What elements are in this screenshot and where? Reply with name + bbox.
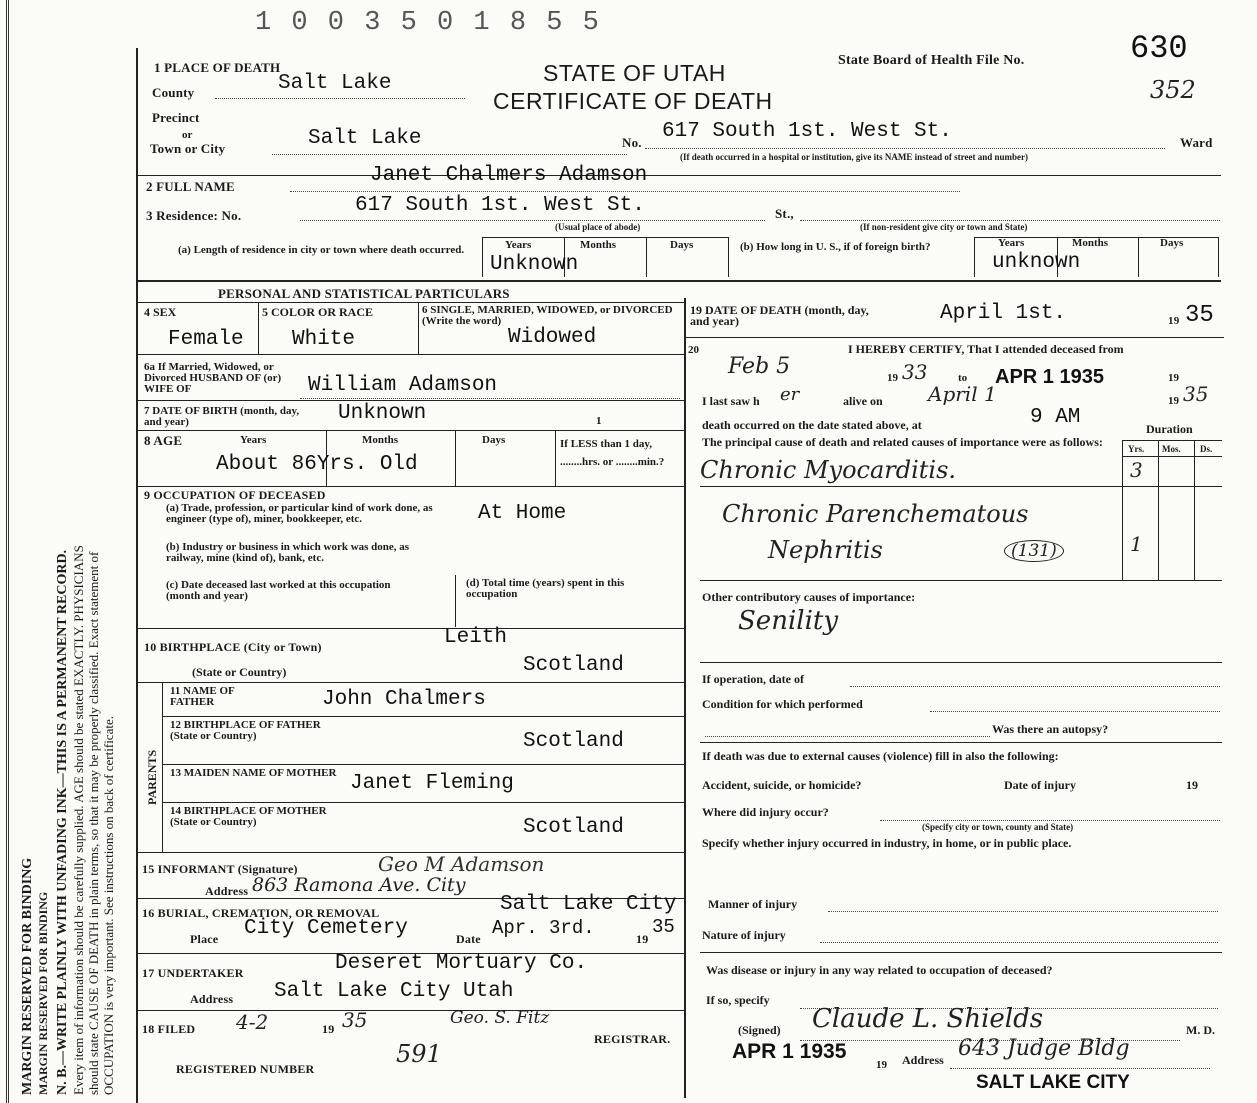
signed-label: (Signed)	[738, 1023, 781, 1037]
occupation-related-label: Was disease or injury in any way related to occupation of deceased?	[706, 963, 1053, 977]
town-label: Town or City	[150, 141, 226, 156]
manner-injury-label: Manner of injury	[708, 897, 798, 911]
residence-label: 3 Residence: No.	[146, 208, 242, 223]
father-name-label: 11 NAME OF FATHER	[170, 685, 235, 708]
informant-address: 863 Ramona Ave. City	[252, 874, 466, 896]
nonresident-note: (If non-resident give city or town and State)	[860, 222, 1028, 232]
cause-secondary-years: 1	[1130, 532, 1143, 556]
certify-text: I HEREBY CERTIFY, That I attended deceased from	[848, 342, 1124, 356]
full-name-label: 2 FULL NAME	[146, 179, 235, 194]
father-name: John Chalmers	[322, 688, 486, 711]
filed-year: 35	[342, 1008, 368, 1032]
alive-year-prefix: 19	[1168, 395, 1179, 407]
external-causes-label: If death was due to external causes (violence) fill in also the following:	[702, 749, 1059, 763]
residence-st-label: St.,	[775, 206, 794, 221]
duration-ds-head: Ds.	[1200, 444, 1213, 454]
last-saw-her: er	[780, 384, 800, 405]
city-stamp: SALT LAKE CITY	[976, 1072, 1130, 1093]
margin-instruction-5: should state CAUSE OF DEATH in plain terms, so that it may be properly classified. Exact statement of	[86, 551, 101, 1095]
mother-name-label: 13 MAIDEN NAME OF MOTHER	[170, 767, 337, 779]
burial-label: 16 BURIAL, CREMATION, OR REMOVAL	[142, 906, 380, 920]
parents-side-label: PARENTS	[145, 749, 159, 805]
residence-value: 617 South 1st. West St.	[355, 194, 645, 217]
precinct-label: Precinct	[152, 110, 200, 125]
length-years-head: Years	[505, 239, 532, 251]
duration-label: Duration	[1146, 422, 1193, 436]
burial-place: City Cemetery	[244, 917, 408, 940]
file-no-label: State Board of Health File No.	[838, 53, 1025, 68]
occupation-c-label: (c) Date deceased last worked at this occupation (month and year)	[166, 579, 391, 602]
stamp-year-prefix: 19	[876, 1059, 887, 1071]
occupation-d-label: (d) Total time (years) spent in this occupation	[466, 577, 625, 600]
age-value: About 86Yrs. Old	[216, 453, 418, 476]
burial-date-label: Date	[456, 932, 481, 946]
age-days-head: Days	[482, 434, 506, 446]
other-causes: Senility	[738, 606, 839, 636]
burial-place-label: Place	[190, 932, 219, 946]
dob-label: 7 DATE OF BIRTH (month, day, and year)	[144, 405, 300, 428]
burial-date: Apr. 3rd.	[492, 917, 595, 939]
age-label: 8 AGE	[144, 433, 183, 448]
hospital-note: (If death occurred in a hospital or institution, give its NAME instead of street and number)	[680, 152, 1029, 162]
dob-mark: 1	[596, 415, 602, 427]
date-of-death: April 1st.	[940, 302, 1067, 325]
other-causes-label: Other contributory causes of importance:	[702, 590, 916, 604]
abode-note: (Usual place of abode)	[555, 222, 641, 232]
burial-year-prefix: 19	[636, 932, 649, 946]
nature-injury-label: Nature of injury	[702, 928, 786, 942]
registered-number: 591	[396, 1040, 442, 1068]
autopsy-label: Was there an autopsy?	[992, 722, 1109, 736]
undertaker-name: Deseret Mortuary Co.	[335, 952, 588, 975]
duration-mos-head: Mos.	[1162, 444, 1181, 454]
address-no-label: No.	[622, 135, 642, 150]
mother-birth-label: 14 BIRTHPLACE OF MOTHER (State or Country)	[170, 805, 327, 828]
hour-value: 9 AM	[1030, 406, 1081, 429]
from-year-prefix: 19	[887, 372, 898, 384]
duration-yrs-head: Yrs.	[1128, 444, 1145, 454]
filed-date: 4-2	[236, 1010, 269, 1034]
alive-year: 35	[1183, 382, 1209, 406]
accident-label: Accident, suicide, or homicide?	[702, 778, 862, 792]
death-address: 617 South 1st. West St.	[662, 120, 952, 143]
to-label: to	[958, 372, 968, 384]
date-of-death-label: 19 DATE OF DEATH (month, day, and year)	[690, 303, 869, 328]
town-value: Salt Lake	[308, 127, 422, 150]
us-years-head: Years	[998, 237, 1025, 249]
precinct-or: or	[182, 129, 193, 141]
margin-instruction-4: Every item of information should be carefully supplied. AGE should be stated EXACTLY. PHYSICIANS	[71, 545, 86, 1095]
personal-heading: PERSONAL AND STATISTICAL PARTICULARS	[218, 286, 510, 301]
birthplace-city: Leith	[444, 626, 508, 649]
specify-place-label: Specify whether injury occurred in industry, in home, or in public place.	[702, 836, 1072, 850]
marital-label: 6 SINGLE, MARRIED, WIDOWED, or DIVORCED (Write the word)	[422, 304, 673, 327]
age-less-label: If LESS than 1 day, ........hrs. or ........min.?	[560, 438, 665, 468]
specify-note: (Specify city or town, county and State)	[922, 822, 1074, 832]
cause-primary: Chronic Myocarditis.	[700, 456, 957, 484]
cause-secondary: Chronic Parenchematous	[722, 500, 1029, 528]
certificate-title-state: STATE OF UTAH	[543, 60, 726, 86]
color-value: White	[292, 328, 356, 351]
burial-value: Salt Lake City	[500, 893, 677, 916]
md-label: M. D.	[1186, 1023, 1215, 1037]
sex-label: 4 SEX	[144, 305, 177, 319]
us-months-head: Months	[1072, 237, 1109, 249]
certificate-title: CERTIFICATE OF DEATH	[493, 88, 773, 114]
spouse-value: William Adamson	[308, 374, 498, 397]
informant-label: 15 INFORMANT (Signature)	[142, 862, 298, 876]
margin-instruction-2: MARGIN RESERVED FOR BINDING	[36, 891, 50, 1095]
physician-signature: Claude L. Shields	[812, 1004, 1044, 1034]
cause-code: (131)	[1004, 540, 1064, 562]
length-residence-label: (a) Length of residence in city or town where death occurred.	[178, 244, 465, 256]
cause-label: The principal cause of death and related causes of importance were as follows:	[702, 435, 1103, 449]
alive-on-date: April 1	[928, 382, 997, 406]
burial-year: 35	[652, 916, 675, 938]
color-label: 5 COLOR OR RACE	[262, 305, 374, 319]
length-days-head: Days	[670, 239, 694, 251]
file-no-handwritten: 352	[1150, 76, 1196, 104]
ward-label: Ward	[1180, 135, 1213, 150]
hour-label: death occurred on the date stated above, at	[702, 418, 922, 432]
file-no: 630	[1130, 30, 1188, 67]
full-name: Janet Chalmers Adamson	[370, 164, 648, 187]
father-birthplace: Scotland	[523, 730, 624, 753]
undertaker-address-label: Address	[190, 992, 234, 1006]
occupation-b-label: (b) Industry or business in which work was done, as railway, mine (kind of), bank, etc.	[166, 541, 410, 564]
dob-value: Unknown	[338, 402, 427, 425]
condition-label: Condition for which performed	[702, 697, 863, 711]
dod-year-prefix: 19	[1168, 315, 1180, 327]
us-residence-label: (b) How long in U. S., if of foreign birth?	[740, 241, 931, 253]
cause-secondary-2: Nephritis	[768, 536, 883, 564]
margin-instruction-6: OCCUPATION is very important. See instructions on back of certificate.	[101, 716, 116, 1095]
filed-year-prefix: 19	[322, 1022, 335, 1036]
place-of-death-label: 1 PLACE OF DEATH	[154, 60, 281, 75]
physician-address: 643 Judge Bldg	[958, 1036, 1130, 1061]
sex-value: Female	[168, 328, 244, 351]
mother-birthplace: Scotland	[523, 816, 624, 839]
father-birth-label: 12 BIRTHPLACE OF FATHER (State or Country)	[170, 719, 321, 742]
us-residence-value: unknown	[992, 251, 1081, 274]
occupation-a-label: (a) Trade, profession, or particular kind of work done, as engineer (type of), miner, bookkeeper, etc.	[166, 502, 433, 525]
cause-primary-years: 3	[1130, 458, 1143, 482]
county-value: Salt Lake	[278, 72, 392, 95]
registrar-signature: Geo. S. Fitz	[450, 1008, 550, 1028]
physician-address-label: Address	[902, 1053, 944, 1067]
birthplace-label: 10 BIRTHPLACE (City or Town)	[144, 640, 322, 654]
attended-from: Feb 5	[728, 354, 791, 379]
alive-on-label: alive on	[843, 394, 883, 408]
birth-state-label: (State or Country)	[192, 665, 287, 679]
us-days-head: Days	[1160, 237, 1184, 249]
mother-name: Janet Fleming	[350, 772, 514, 795]
registrar-label: REGISTRAR.	[594, 1032, 671, 1046]
age-years-head: Years	[240, 434, 267, 446]
birthplace-country: Scotland	[523, 654, 624, 677]
length-months-head: Months	[580, 239, 617, 251]
margin-instruction-1: MARGIN RESERVED FOR BINDING	[20, 857, 35, 1095]
serial-number: 1 0 0 3 5 0 1 8 5 5	[255, 8, 601, 38]
if-so-label: If so, specify	[706, 993, 770, 1007]
length-residence-value: Unknown	[490, 253, 579, 276]
injury-date-label: Date of injury	[1004, 778, 1076, 792]
registered-number-label: REGISTERED NUMBER	[176, 1062, 315, 1076]
attended-from-year: 33	[902, 360, 928, 384]
last-saw-label: I last saw h	[702, 394, 760, 408]
informant-signature: Geo M Adamson	[378, 852, 545, 876]
where-injury-label: Where did injury occur?	[702, 805, 829, 819]
to-year-prefix: 19	[1168, 372, 1179, 384]
informant-address-label: Address	[205, 884, 249, 898]
attended-to-stamp: APR 1 1935	[995, 366, 1104, 388]
occupation-value: At Home	[478, 502, 567, 525]
marital-value: Widowed	[508, 326, 597, 349]
dod-year: 35	[1185, 302, 1214, 329]
occupation-label: 9 OCCUPATION OF DECEASED	[144, 488, 326, 502]
undertaker-label: 17 UNDERTAKER	[142, 966, 244, 980]
operation-label: If operation, date of	[702, 672, 804, 686]
age-months-head: Months	[362, 434, 399, 446]
margin-instruction-3: N. B.—WRITE PLAINLY WITH UNFADING INK—THIS IS A PERMANENT RECORD.	[55, 549, 70, 1095]
injury-year-prefix: 19	[1186, 778, 1198, 792]
certification-stamp: APR 1 1935	[732, 1040, 847, 1063]
filed-label: 18 FILED	[142, 1022, 196, 1036]
spouse-label: 6a If Married, Widowed, or Divorced HUSBAND OF (or) WIFE OF	[144, 361, 282, 395]
certify-number: 20	[688, 344, 699, 356]
undertaker-address: Salt Lake City Utah	[274, 980, 514, 1003]
county-label: County	[152, 85, 195, 100]
